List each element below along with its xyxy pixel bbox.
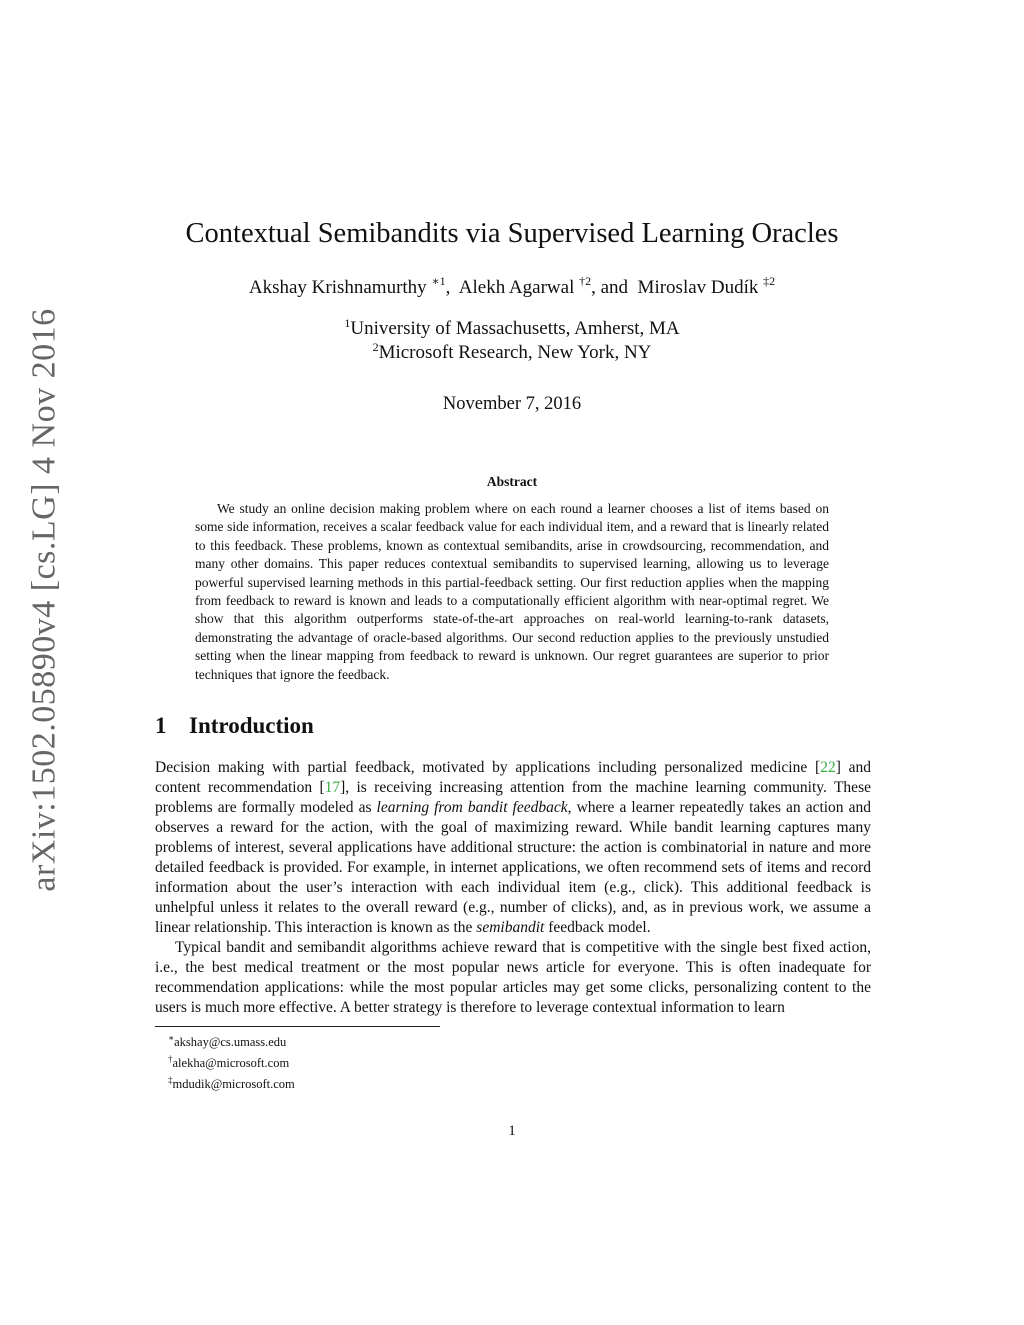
citation-link[interactable]: 22 (820, 759, 836, 776)
paragraph-text: Decision making with partial feedback, motivated by applications including personalized medicine [ (155, 759, 821, 776)
affiliation-mark: 2 (372, 340, 379, 354)
section-title: Introduction (189, 713, 314, 738)
footnote-mark: ‡ (168, 1075, 173, 1085)
author-marks: ‡2 (763, 274, 776, 288)
page-number: 1 (508, 1123, 516, 1139)
emphasis-text: learning from bandit feedback (376, 799, 568, 816)
affiliation (0, 316, 1024, 340)
affiliation (0, 340, 1024, 364)
arxiv-identifier: arXiv:1502.05890v4 [cs.LG] 4 Nov 2016 (26, 308, 64, 892)
author-line (0, 274, 1024, 299)
affiliation-text: University of Massachusetts, Amherst, MA (350, 318, 680, 339)
footnote-email: alekha@microsoft.com (172, 1056, 290, 1070)
abstract-heading: Abstract (486, 474, 538, 489)
author-marks: †2 (579, 274, 592, 288)
footnote (168, 1030, 295, 1051)
affiliation-text: Microsoft Research, New York, NY (378, 342, 652, 363)
footnote-mark: ∗ (168, 1033, 175, 1043)
abstract-text: We study an online decision making problem where on each round a learner chooses a list of items based on some side information, receives a scalar feedback value for each individual item, and a reward that is linearly related to this feedback. These problems, known as contextual semibandits, arise in crowdsourcing, recommendation, and many other domains. This paper reduces contextual semibandits to supervised learning, allowing us to leverage powerful supervised learning methods in this partial-feedback setting. Our first reduction applies when the mapping from feedback to reward is known and leads to a computationally efficient algorithm with near-optimal regret. We show that this algorithm outperforms state-of-the-art approaches on real-world learning-to-rank datasets, demonstrating the advantage of oracle-based algorithms. Our second reduction applies to the previously unstudied setting when the linear mapping from feedback to reward is unknown. Our regret guarantees are superior to prior techniques that ignore the feedback. (195, 501, 829, 682)
footnote (168, 1072, 295, 1093)
footnote-email: mdudik@microsoft.com (172, 1077, 295, 1091)
author-marks: ∗1 (431, 274, 446, 288)
footnote-email: akshay@cs.umass.edu (174, 1035, 287, 1049)
section-number: 1 (155, 713, 167, 738)
author-separator: , and (591, 277, 629, 298)
arxiv-side-stamp (0, 270, 90, 930)
intro-paragraph-2: Typical bandit and semibandit algorithms achieve reward that is competitive with the single best fixed action, i.e., the best medical treatment or the most popular news article for everyone. This is often inadequate for recommendation applications: while the most popular articles may get some clicks, personalizing content to the users is much more effective. A better strategy is therefore to leverage contextual information to learn (155, 939, 871, 1016)
author-name: Alekh Agarwal (458, 277, 575, 298)
paragraph-text: feedback model. (544, 919, 651, 936)
footnote-mark: † (168, 1054, 173, 1064)
footnotes (168, 1030, 295, 1093)
section-heading (155, 713, 314, 739)
affiliation-mark: 1 (344, 316, 351, 330)
intro-paragraph-1 (155, 758, 871, 938)
paragraph-text: , where a learner repeatedly takes an action and observes a reward for the action, with the goal of maximizing reward. While bandit learning captures many problems of interest, several applications have additional structure: the action is combinatorial in nature and more detailed feedback is provided. For example, in internet applications, we often recommend sets of items and record information about the user’s interaction with each individual item (e.g., click). This additional feedback is unhelpful unless it relates to the overall reward (e.g., number of clicks), and, as in previous work, we assume a linear relationship. This interaction is known as the (155, 799, 871, 936)
paper-title: Contextual Semibandits via Supervised Learning Oracles (185, 218, 839, 249)
paragraph-text: ], is receiving increasing attention from the machine learning community. These problems are formally modeled as (155, 779, 871, 816)
paragraph-text: ] and content recommendation [ (155, 759, 871, 796)
paper-date: November 7, 2016 (442, 394, 582, 414)
author-separator: , (445, 277, 451, 298)
emphasis-text: semibandit (476, 919, 545, 936)
author-name: Miroslav Dudík (637, 277, 759, 298)
footnote-divider (155, 1026, 440, 1027)
citation-link[interactable]: 17 (324, 779, 341, 796)
footnote (168, 1051, 295, 1072)
author-name: Akshay Krishnamurthy (248, 277, 427, 298)
